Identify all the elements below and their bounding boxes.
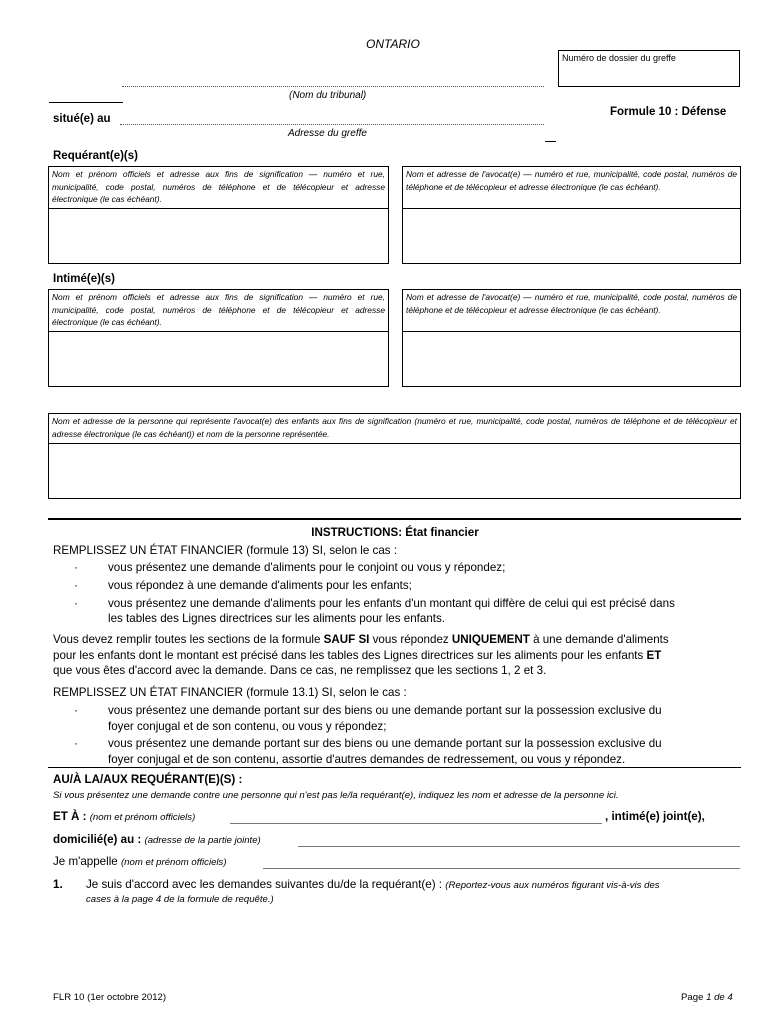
court-name-rule — [49, 102, 123, 103]
located-at-label: situé(e) au — [53, 113, 111, 125]
fs13-intro: REMPLISSEZ UN ÉTAT FINANCIER (formule 13) SI, selon le cas : — [53, 544, 398, 557]
respondent-lawyer-box[interactable] — [402, 289, 741, 387]
bullet-icon: · — [74, 737, 78, 750]
children-lawyer-box[interactable] — [48, 413, 741, 499]
children-lawyer-label: Nom et adresse de la personne qui représente l'avocat(e) des enfants aux fins de signification (numéro et rue, municipalité, code postal, numéros de téléphone et de télécopieur et adresse électronique (le cas échéant)) et nom de la personne représentée. — [49, 414, 740, 444]
bullet-icon: · — [74, 597, 78, 610]
applicant-lawyer-box[interactable] — [402, 166, 741, 264]
province-title: ONTARIO — [366, 37, 420, 51]
respondent-lawyer-label: Nom et adresse de l'avocat(e) — numéro et rue, municipalité, code postal, numéros de téléphone et de télécopieur et adresse électronique (le cas échéant). — [403, 290, 740, 332]
respondent-party-label: Nom et prénom officiels et adresse aux fins de signification — numéro et rue, municipalité, code postal, numéros de téléphone et de télécopieur et adresse électronique (le cas échéant). — [49, 290, 388, 332]
fs131-intro: REMPLISSEZ UN ÉTAT FINANCIER (formule 13.1) SI, selon le cas : — [53, 686, 407, 699]
joined-party-row: ET À : (nom et prénom officiels) — [53, 810, 196, 823]
instructions-bottom-rule — [48, 767, 741, 768]
to-applicants-note: Si vous présentez une demande contre une personne qui n'est pas le/la requérant(e), indiquez les nom et adresse de la personne ici. — [53, 790, 619, 801]
court-file-number-label: Numéro de dossier du greffe — [562, 53, 676, 63]
court-address-label: Adresse du greffe — [288, 128, 367, 139]
applicant-lawyer-label: Nom et adresse de l'avocat(e) — numéro et rue, municipalité, code postal, numéros de téléphone et de télécopieur et adresse électronique (le cas échéant). — [403, 167, 740, 209]
instructions-paragraph: Vous devez remplir toutes les sections de la formule SAUF SI vous répondez UNIQUEMENT à une demande d'aliments pour les enfants dont le montant est précisé dans les tables des Lignes directrices sur les aliments pour les enfants ET que vous êtes d'accord avec la demande. Dans ce cas, ne remplissez que les sections 1, 2 et 3. — [53, 633, 669, 678]
to-applicants-heading: AU/À LA/AUX REQUÉRANT(E)(S) : — [53, 773, 243, 786]
joined-address-row: domicilié(e) au : (adresse de la partie jointe) — [53, 833, 261, 846]
instructions-title: INSTRUCTIONS: État financier — [311, 526, 479, 539]
bullet-icon: · — [74, 561, 78, 574]
joined-respondent-label: , intimé(e) joint(e), — [605, 810, 705, 823]
form-reference: FLR 10 (1er octobre 2012) — [53, 992, 167, 1003]
court-address-field[interactable] — [120, 124, 544, 125]
section-1-number: 1. — [53, 878, 63, 891]
joined-address-field[interactable] — [298, 846, 740, 847]
court-name-field[interactable] — [122, 86, 544, 87]
form-title: Formule 10 : Défense — [610, 106, 727, 118]
joined-party-name-field[interactable] — [230, 823, 602, 824]
page-number: Page 1 de 4 — [681, 992, 733, 1003]
bullet-icon: · — [74, 579, 78, 592]
instructions-top-rule — [48, 518, 741, 520]
respondents-heading: Intimé(e)(s) — [53, 273, 115, 285]
section-1-text: Je suis d'accord avec les demandes suivantes du/de la requérant(e) : (Reportez-vous aux numéros figurant vis-à-vis des cases à la page 4 de la formule de requête.) — [86, 878, 660, 905]
bullet-icon: · — [74, 704, 78, 717]
respondent-party-box[interactable] — [48, 289, 389, 387]
court-name-label: (Nom du tribunal) — [289, 90, 367, 101]
title-tick — [545, 141, 556, 142]
applicant-party-box[interactable] — [48, 166, 389, 264]
court-file-number-box[interactable] — [558, 50, 740, 87]
my-name-row: Je m'appelle (nom et prénom officiels) — [53, 855, 227, 868]
applicants-heading: Requérant(e)(s) — [53, 150, 138, 162]
my-name-field[interactable] — [263, 868, 740, 869]
applicant-party-label: Nom et prénom officiels et adresse aux fins de signification — numéro et rue, municipalité, code postal, numéros de téléphone et de télécopieur et adresse électronique (le cas échéant). — [49, 167, 388, 209]
